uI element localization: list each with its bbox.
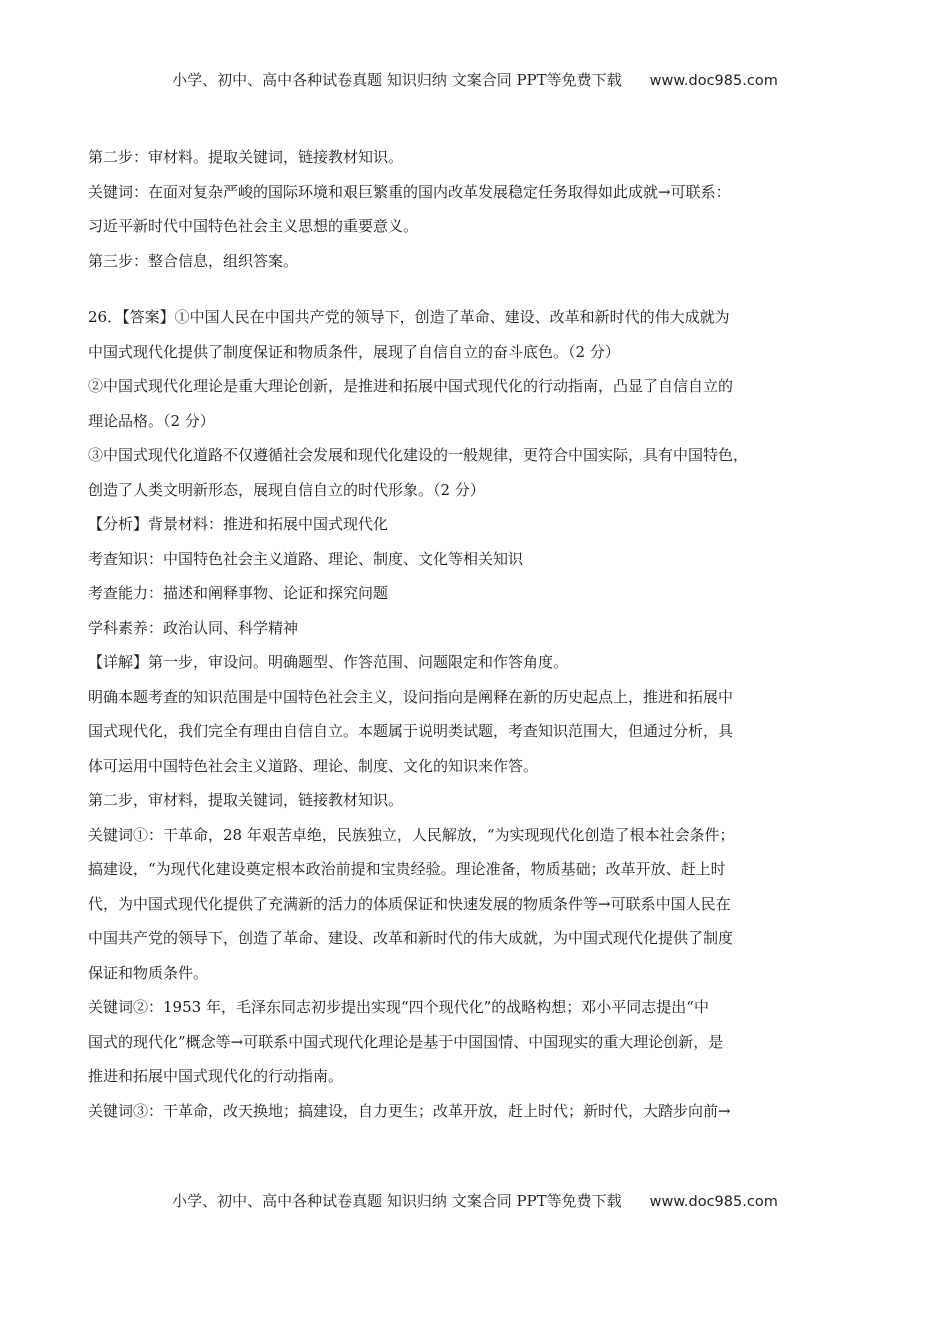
text-line: 第二步：审材料。提取关键词，链接教材知识。 — [88, 148, 404, 166]
text-line: 创造了人类文明新形态，展现自信自立的时代形象。（2 分） — [88, 480, 485, 499]
section-gap — [88, 283, 823, 305]
text-line: 关键词②：1953 年，毛泽东同志初步提出实现“四个现代化”的战略构想；邓小平同志提出“中 — [88, 998, 709, 1016]
document-body — [88, 145, 823, 1133]
text-line: 搞建设，“为现代化建设奠定根本政治前提和宝贵经验。理论准备，物质基础；改革开放、赶上时 — [88, 860, 726, 878]
text-line: 【分析】背景材料：推进和拓展中国式现代化 — [88, 515, 389, 533]
text-line: 第三步：整合信息，组织答案。 — [88, 251, 299, 270]
text-line: 代，为中国式现代化提供了充满新的活力的体质保证和快速发展的物质条件等→可联系中国人民在 — [88, 894, 731, 913]
footer-site[interactable]: www.doc985.com — [649, 1194, 778, 1210]
text-line: ②中国式现代化理论是重大理论创新，是推进和拓展中国式现代化的行动指南，凸显了自信自立的 — [88, 377, 734, 395]
text-line: 第二步，审材料，提取关键词，链接教材知识。 — [88, 791, 404, 809]
text-line: 关键词①：干革命，28 年艰苦卓绝，民族独立，人民解放，“为实现现代化创造了根本社会条件； — [88, 825, 735, 844]
text-line: ③中国式现代化道路不仅遵循社会发展和现代化建设的一般规律，更符合中国实际，具有中国特色， — [88, 446, 749, 464]
text-line: 学科素养：政治认同、科学精神 — [88, 618, 299, 637]
text-line: 推进和拓展中国式现代化的行动指南。 — [88, 1067, 344, 1085]
text-line: 国式现代化，我们完全有理由自信自立。本题属于说明类试题，考查知识范围大，但通过分析，具 — [88, 722, 734, 740]
text-line: 关键词：在面对复杂严峻的国际环境和艰巨繁重的国内改革发展稳定任务取得如此成就→可联系： — [88, 182, 731, 201]
page-footer — [0, 1190, 950, 1211]
section-question-26 — [88, 305, 823, 1133]
text-line: 考查能力：描述和阐释事物、论证和探究问题 — [88, 584, 389, 602]
text-line: 国式的现代化”概念等→可联系中国式现代化理论是基于中国国情、中国现实的重大理论创新，是 — [88, 1032, 724, 1051]
header-site[interactable]: www.doc985.com — [649, 73, 778, 89]
page-header — [0, 69, 950, 90]
text-line: 理论品格。（2 分） — [88, 411, 215, 430]
footer-text: 小学、初中、高中各种试卷真题 知识归纳 文案合同 PPT等免费下载 — [172, 1192, 622, 1210]
text-line: 关键词③：干革命，改天换地；搞建设，自力更生；改革开放，赶上时代；新时代，大踏步向前→ — [88, 1101, 731, 1120]
text-line: 中国共产党的领导下，创造了革命、建设、改革和新时代的伟大成就，为中国式现代化提供了制度 — [88, 929, 734, 947]
header-text: 小学、初中、高中各种试卷真题 知识归纳 文案合同 PPT等免费下载 — [172, 71, 622, 89]
section-previous-answer — [88, 145, 823, 283]
text-line: 【详解】第一步，审设问。明确题型、作答范围、问题限定和作答角度。 — [88, 653, 569, 671]
text-line: 保证和物质条件。 — [88, 963, 209, 982]
text-line: 体可运用中国特色社会主义道路、理论、制度、文化的知识来作答。 — [88, 756, 539, 775]
text-line: 习近平新时代中国特色社会主义思想的重要意义。 — [88, 217, 419, 235]
text-line: 考查知识：中国特色社会主义道路、理论、制度、文化等相关知识 — [88, 549, 524, 568]
text-line: 中国式现代化提供了制度保证和物质条件，展现了自信自立的奋斗底色。（2 分） — [88, 342, 620, 361]
text-line: 明确本题考查的知识范围是中国特色社会主义，设问指向是阐释在新的历史起点上，推进和拓展中 — [88, 687, 734, 706]
text-line: 26．【答案】①中国人民在中国共产党的领导下，创造了革命、建设、改革和新时代的伟大成就为 — [88, 308, 730, 326]
